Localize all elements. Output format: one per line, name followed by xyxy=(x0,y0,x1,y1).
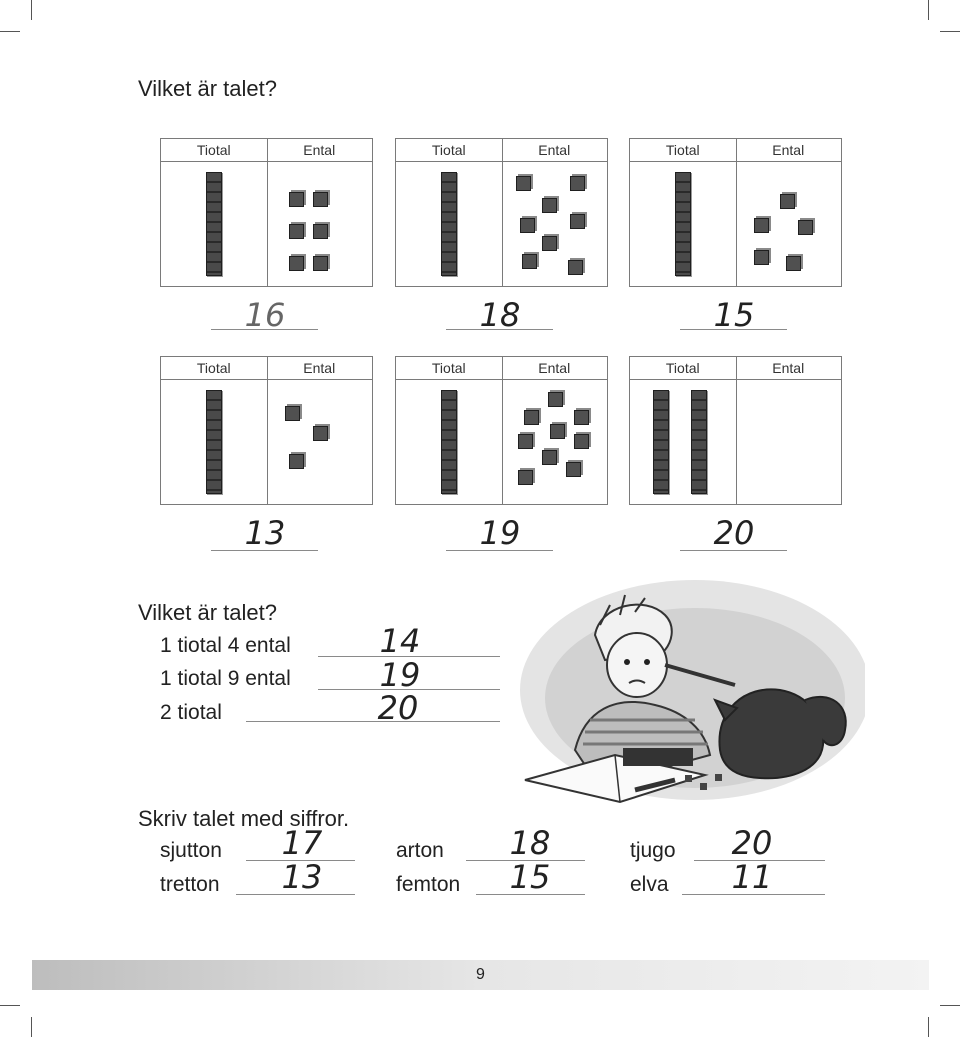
ones-header: Ental xyxy=(303,142,336,158)
table-answer: 18 xyxy=(479,296,521,334)
prompt-3: 2 tiotal xyxy=(160,701,222,724)
one-cube xyxy=(542,450,557,465)
one-cube xyxy=(289,192,304,207)
crop-mark xyxy=(940,1005,960,1006)
word-tjugo: tjugo xyxy=(630,839,676,862)
ones-header: Ental xyxy=(772,360,805,376)
answer-3: 20 xyxy=(377,689,419,727)
prompt-2: 1 tiotal 9 ental xyxy=(160,667,291,690)
one-cube xyxy=(285,406,300,421)
table-answer: 15 xyxy=(713,296,755,334)
section2-heading: Vilket är talet? xyxy=(138,600,278,625)
table-body xyxy=(630,380,841,504)
answer-2: 19 xyxy=(379,656,421,694)
one-cube xyxy=(313,224,328,239)
crop-mark xyxy=(940,31,960,32)
one-cube xyxy=(566,462,581,477)
crop-mark xyxy=(928,1017,929,1037)
table-answer: 20 xyxy=(713,514,755,552)
ten-rod xyxy=(675,172,691,276)
one-cube xyxy=(516,176,531,191)
one-cube xyxy=(289,454,304,469)
ten-rod xyxy=(691,390,707,494)
answer-sjutton: 17 xyxy=(281,824,323,862)
answer-arton: 18 xyxy=(509,824,551,862)
tens-header: Tiotal xyxy=(665,360,700,376)
prompt-1: 1 tiotal 4 ental xyxy=(160,634,291,657)
ones-header: Ental xyxy=(538,360,571,376)
ten-rod xyxy=(653,390,669,494)
ones-header: Ental xyxy=(303,360,336,376)
one-cube xyxy=(568,260,583,275)
word-arton: arton xyxy=(396,839,444,862)
table-body xyxy=(161,162,372,286)
word-femton: femton xyxy=(396,873,461,896)
page-number: 9 xyxy=(476,966,485,983)
answer-1: 14 xyxy=(379,622,421,660)
one-cube xyxy=(570,176,585,191)
tens-header: Tiotal xyxy=(196,142,231,158)
word-sjutton: sjutton xyxy=(160,839,222,862)
table-body xyxy=(396,162,607,286)
one-cube xyxy=(542,198,557,213)
place-value-table xyxy=(160,138,373,287)
page-footer xyxy=(32,960,929,990)
one-cube xyxy=(289,256,304,271)
one-cube xyxy=(313,426,328,441)
one-cube xyxy=(754,218,769,233)
one-cube xyxy=(524,410,539,425)
table-body xyxy=(161,380,372,504)
one-cube xyxy=(574,434,589,449)
place-value-table xyxy=(395,138,608,287)
one-cube xyxy=(570,214,585,229)
crop-mark xyxy=(0,1005,20,1006)
answer-elva: 11 xyxy=(731,858,773,896)
one-cube xyxy=(780,194,795,209)
tens-header: Tiotal xyxy=(431,360,466,376)
ten-rod xyxy=(206,390,222,494)
one-cube xyxy=(289,224,304,239)
one-cube xyxy=(518,470,533,485)
crop-mark xyxy=(0,31,20,32)
tens-header: Tiotal xyxy=(431,142,466,158)
table-answer: 16 xyxy=(244,296,286,334)
one-cube xyxy=(542,236,557,251)
ones-header: Ental xyxy=(538,142,571,158)
table-body xyxy=(630,162,841,286)
ten-rod xyxy=(441,172,457,276)
one-cube xyxy=(313,256,328,271)
one-cube xyxy=(313,192,328,207)
tens-header: Tiotal xyxy=(196,360,231,376)
one-cube xyxy=(518,434,533,449)
ten-rod xyxy=(206,172,222,276)
place-value-table xyxy=(629,356,842,505)
answer-tjugo: 20 xyxy=(731,824,773,862)
word-elva: elva xyxy=(630,873,669,896)
section3-heading: Skriv talet med siffror. xyxy=(138,806,350,831)
crop-mark xyxy=(31,0,32,20)
table-answer: 19 xyxy=(479,514,521,552)
crop-mark xyxy=(31,1017,32,1037)
answer-femton: 15 xyxy=(509,858,551,896)
one-cube xyxy=(754,250,769,265)
ten-rod xyxy=(441,390,457,494)
one-cube xyxy=(522,254,537,269)
one-cube xyxy=(548,392,563,407)
place-value-table xyxy=(160,356,373,505)
place-value-table xyxy=(395,356,608,505)
one-cube xyxy=(520,218,535,233)
word-tretton: tretton xyxy=(160,873,220,896)
tens-header: Tiotal xyxy=(665,142,700,158)
ones-header: Ental xyxy=(772,142,805,158)
crop-mark xyxy=(928,0,929,20)
place-value-table xyxy=(629,138,842,287)
one-cube xyxy=(798,220,813,235)
one-cube xyxy=(574,410,589,425)
one-cube xyxy=(550,424,565,439)
one-cube xyxy=(786,256,801,271)
table-body xyxy=(396,380,607,504)
table-answer: 13 xyxy=(244,514,286,552)
section1-heading: Vilket är talet? xyxy=(138,76,278,101)
boy-and-cat-illustration xyxy=(505,580,865,805)
answer-tretton: 13 xyxy=(281,858,323,896)
